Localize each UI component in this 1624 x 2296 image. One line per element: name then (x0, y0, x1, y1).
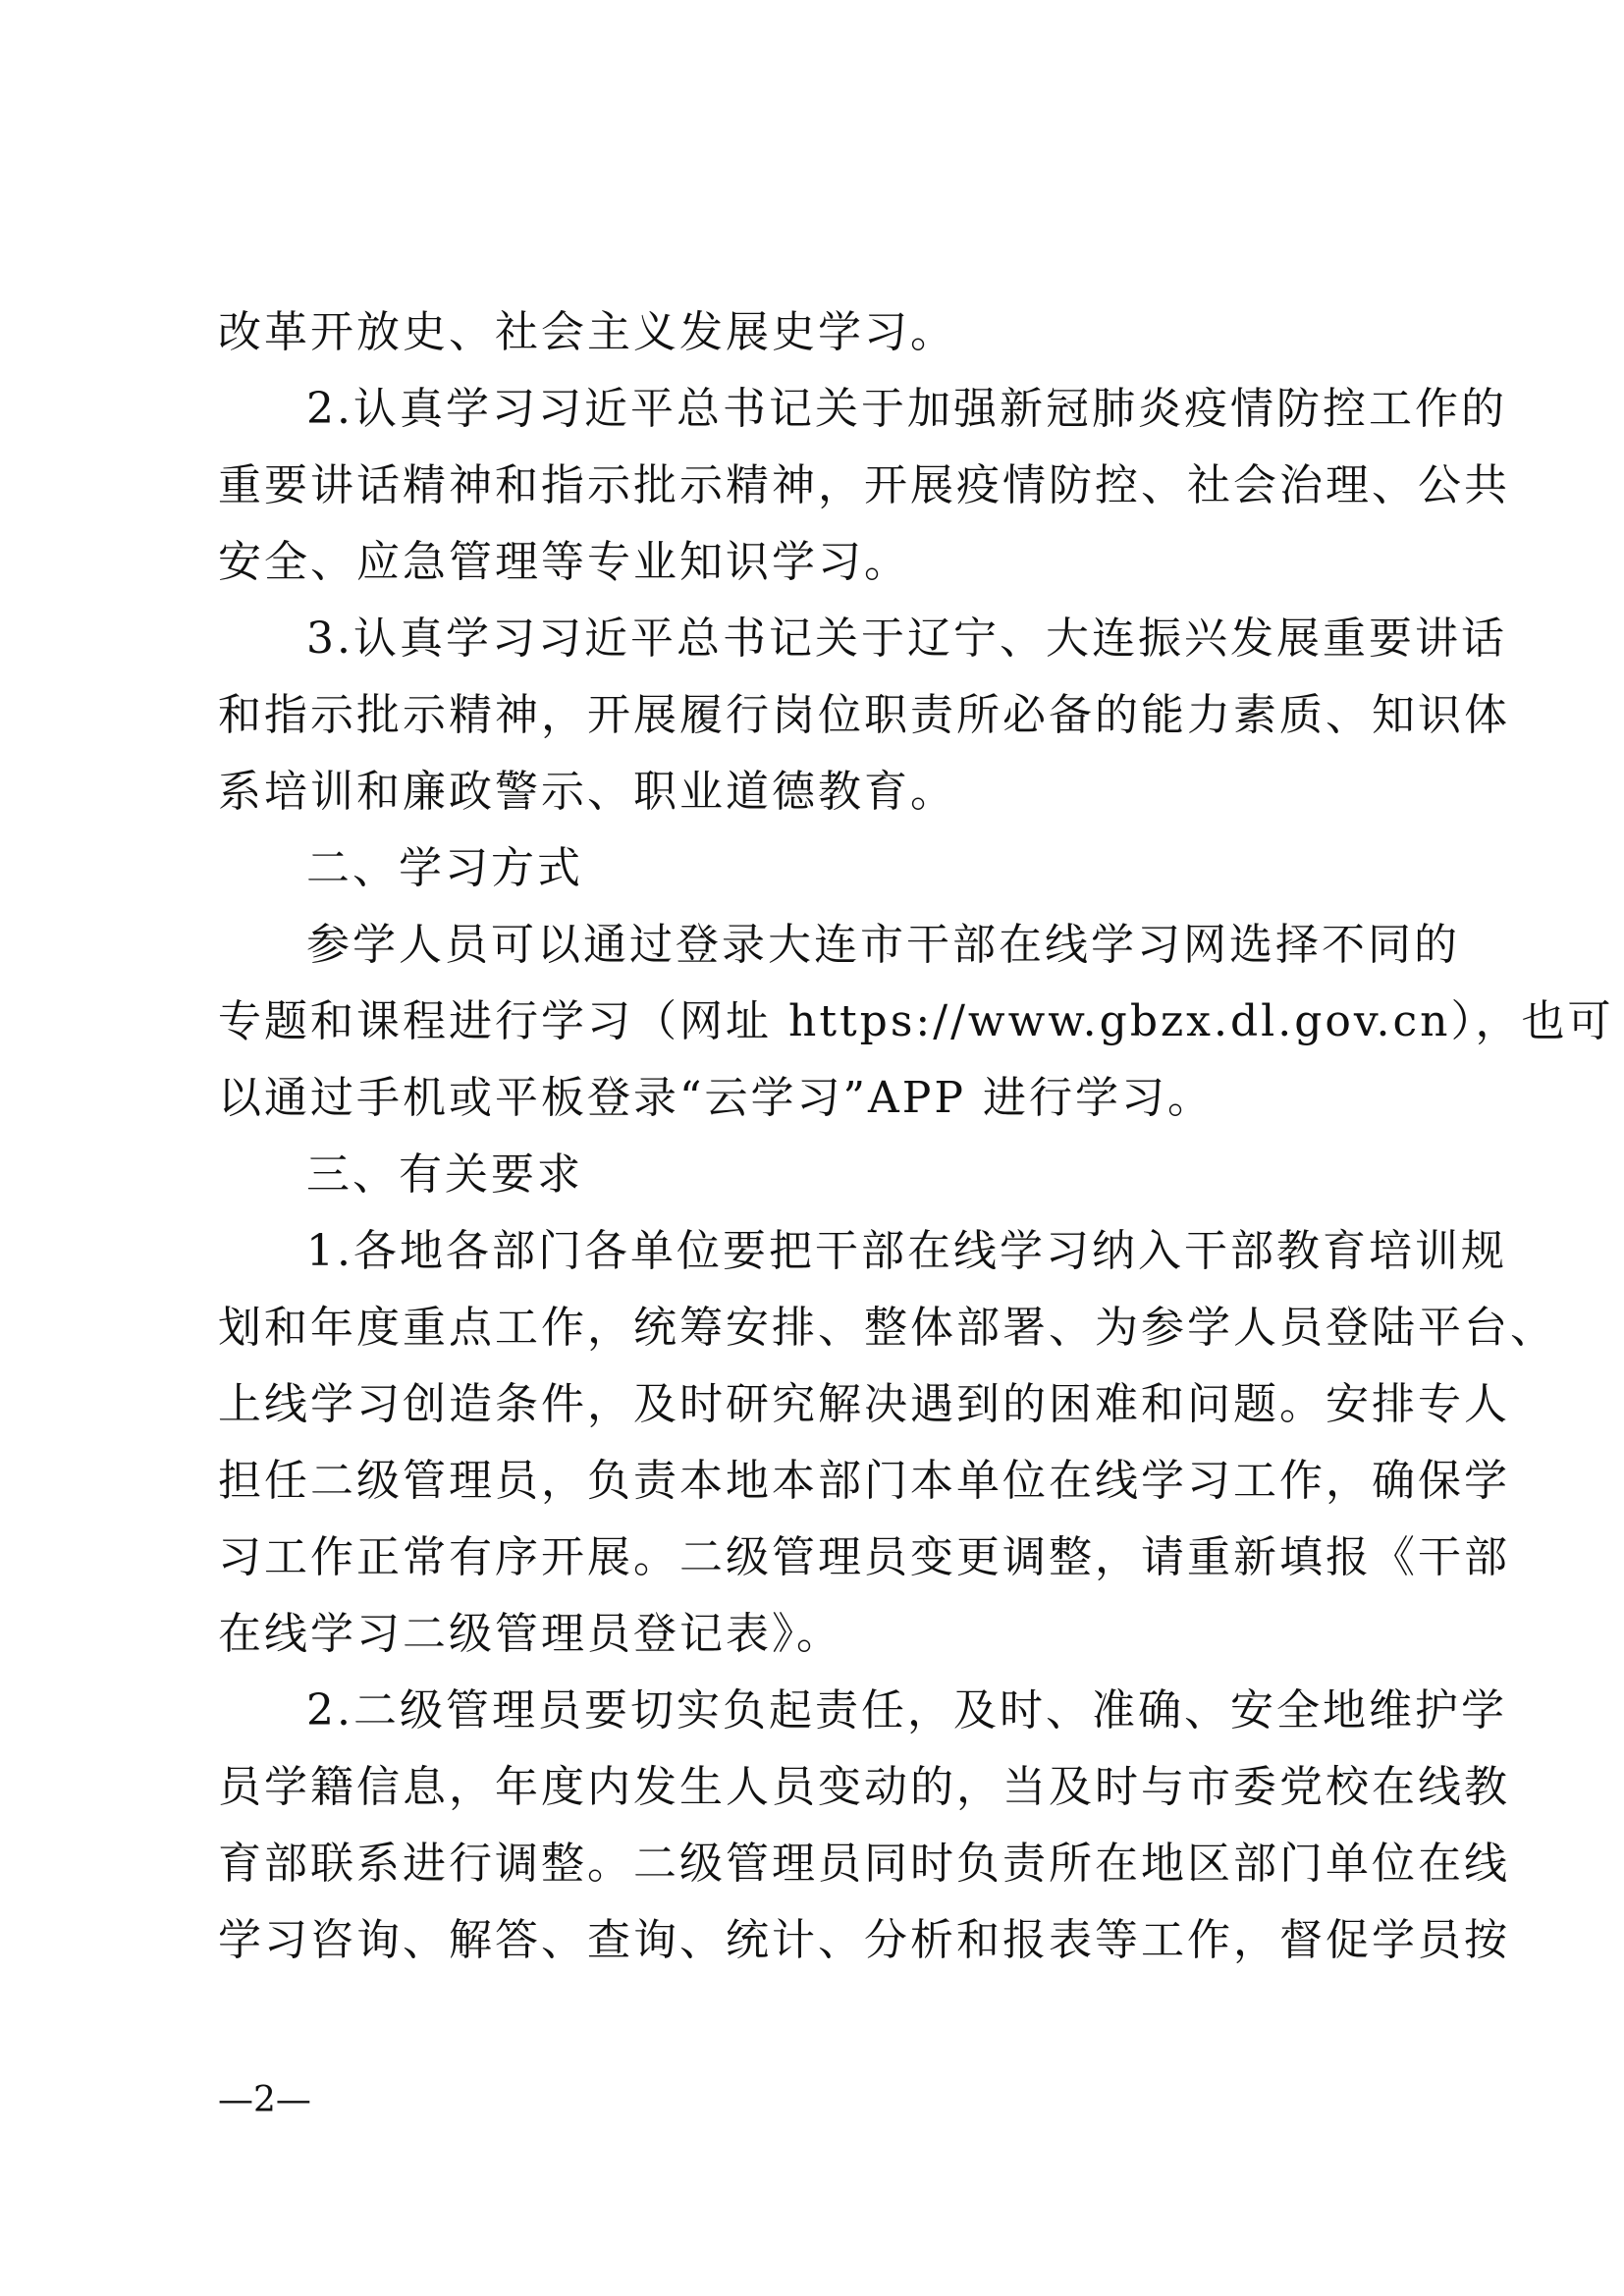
text-line: 以通过手机或平板登录“云学习”APP 进行学习。 (218, 1073, 1214, 1123)
text-line: 3.认真学习习近平总书记关于辽宁、大连振兴发展重要讲话 (306, 614, 1507, 664)
text-line: 专题和课程进行学习（网址 https://www.gbzx.dl.gov.cn），也可 (218, 996, 1614, 1046)
text-line: 习工作正常有序开展。二级管理员变更调整，请重新填报《干部 (218, 1532, 1510, 1582)
text-line: 1.各地各部门各单位要把干部在线学习纳入干部教育培训规 (306, 1226, 1507, 1276)
text-line: 2.认真学习习近平总书记关于加强新冠肺炎疫情防控工作的 (306, 384, 1507, 434)
text-line: 和指示批示精神，开展履行岗位职责所必备的能力素质、知识体 (218, 690, 1510, 740)
text-line: 在线学习二级管理员登记表》。 (218, 1609, 842, 1659)
text-line: 员学籍信息，年度内发生人员变动的，当及时与市委党校在线教 (218, 1762, 1510, 1812)
section-heading: 二、学习方式 (306, 843, 583, 893)
text-line: 担任二级管理员，负责本地本部门本单位在线学习工作，确保学 (218, 1456, 1510, 1506)
document-body (218, 294, 1614, 1979)
section-heading: 三、有关要求 (306, 1149, 583, 1200)
page-number: —2— (218, 2080, 311, 2120)
text-line: 学习咨询、解答、查询、统计、分析和报表等工作，督促学员按 (218, 1915, 1510, 1965)
text-line: 改革开放史、社会主义发展史学习。 (218, 307, 956, 357)
text-line: 2.二级管理员要切实负起责任，及时、准确、安全地维护学 (306, 1685, 1507, 1735)
text-line: 参学人员可以通过登录大连市干部在线学习网选择不同的 (306, 920, 1460, 970)
text-line: 上线学习创造条件，及时研究解决遇到的困难和问题。安排专人 (218, 1379, 1510, 1429)
text-line: 系培训和廉政警示、职业道德教育。 (218, 767, 956, 817)
text-line: 划和年度重点工作，统筹安排、整体部署、为参学人员登陆平台、 (218, 1303, 1556, 1353)
text-line: 重要讲话精神和指示批示精神，开展疫情防控、社会治理、公共 (218, 460, 1510, 510)
text-line: 育部联系进行调整。二级管理员同时负责所在地区部门单位在线 (218, 1839, 1510, 1889)
text-line: 安全、应急管理等专业知识学习。 (218, 537, 910, 587)
